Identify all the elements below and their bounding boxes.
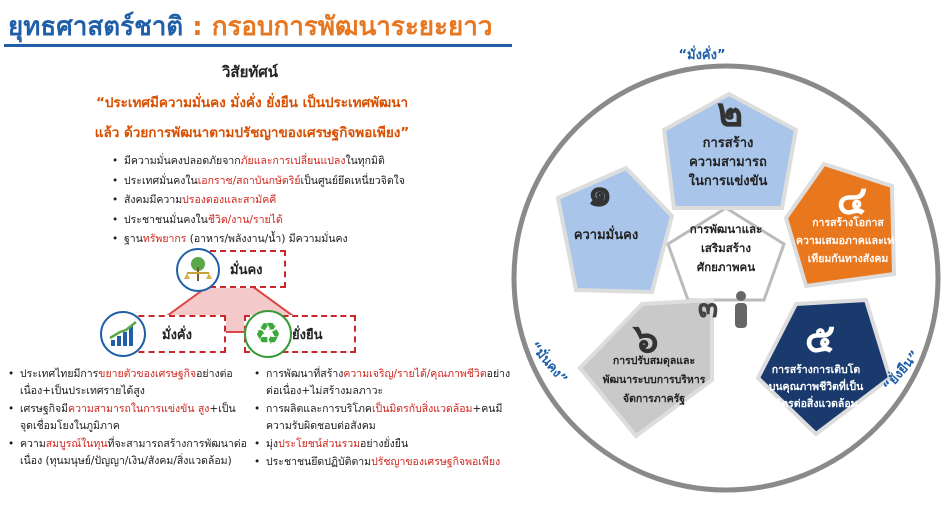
ring-label-stability: “มั่นคง”	[526, 339, 570, 387]
person-icon	[732, 290, 750, 330]
pentagon-5-number: ๕	[804, 316, 836, 362]
list-item: • ความสมบูรณ์ในทุนที่จะสามารถสร้างการพัฒนาต่อเนื่อง (ทุนมนุษย์/ปัญญา/เงิน/สังคม/สิ่งแวดล้อม)	[8, 436, 248, 470]
list-item: • เศรษฐกิจมีความสามารถในการแข่งขัน สูง+เป็นจุดเชื่อมโยงในภูมิภาค	[8, 401, 248, 435]
vision-line-2: แล้ว ด้วยการพัฒนาตามปรัชญาของเศรษฐกิจพอเพียง”	[94, 125, 410, 141]
title-main: ยุทธศาสตร์ชาติ	[8, 12, 184, 42]
stability-label: มั่นคง	[230, 262, 263, 278]
pentagon-5-text: การสร้างการเติบโต บนคุณภาพชีวิตที่เป็น มิตรต่อสิ่งแวดล้อม	[768, 364, 864, 410]
recycle-icon: ♻	[244, 310, 292, 358]
pentagon-4-number: ๔	[836, 178, 868, 224]
security-bullets	[112, 152, 472, 250]
list-item: • ประชาชนยึดปฏิบัติตามปรัชญาของเศรษฐกิจพอเพียง	[254, 454, 516, 471]
prosperity-label: มั่งคั่ง	[162, 327, 192, 343]
vision-heading: วิสัยทัศน์	[221, 63, 279, 81]
pentagon-6-text: การปรับสมดุลและ พัฒนาระบบการบริหาร จัดการภาครัฐ	[602, 355, 706, 405]
page-title	[8, 6, 492, 47]
pentagon-1-text: ความมั่นคง	[573, 228, 639, 243]
title-separator: :	[183, 12, 212, 42]
prosperity-bullets	[8, 366, 248, 471]
title-underline	[4, 44, 512, 47]
center-number: ๓	[697, 290, 719, 325]
vision-line-1: “ประเทศมีความมั่นคง มั่งคั่ง ยั่งยืน เป็นประเทศพัฒนา	[95, 95, 409, 111]
pentagon-2-text: การสร้าง ความสามารถ ในการแข่งขัน	[688, 136, 768, 189]
list-item: • ประเทศมั่นคงในเอกราช/สถาบันกษัตริย์เป็นศูนย์ยึดเหนี่ยวจิตใจ	[112, 172, 472, 192]
center-text: การพัฒนาและ เสริมสร้าง ศักยภาพคน	[689, 222, 763, 274]
vision-statement	[52, 88, 452, 148]
list-item: • มีความมั่นคงปลอดภัยจากภัยและการเปลี่ยนแปลงในทุกมิติ	[112, 152, 472, 172]
list-item: • ประชาชนมั่นคงในชีวิต/งาน/รายได้	[112, 211, 472, 231]
sustainability-label: ยั่งยืน	[292, 327, 323, 343]
scales-tree-icon	[176, 248, 220, 292]
list-item: • สังคมมีความปรองดองและสามัคคี	[112, 191, 472, 211]
list-item: • ฐานทรัพยากร (อาหาร/พลังงาน/น้ำ) มีความมั่นคง	[112, 230, 472, 250]
pentagon-6-number: ๖	[633, 316, 659, 362]
growth-chart-icon	[100, 311, 146, 357]
ring-label-prosperity: “มั่งคั่ง”	[678, 48, 726, 63]
list-item: • ประเทศไทยมีการขยายตัวของเศรษฐกิจอย่างต่อเนื่อง+เป็นประเทศรายได้สูง	[8, 366, 248, 400]
title-sub: กรอบการพัฒนาระยะยาว	[211, 12, 493, 42]
list-item: • การผลิตและการบริโภคเป็นมิตรกับสิ่งแวดล้อม+คนมีความรับผิดชอบต่อสังคม	[254, 401, 516, 435]
list-item: • การพัฒนาที่สร้างความเจริญ/รายได้/คุณภาพชีวิตอย่างต่อเนื่อง+ไม่สร้างมลภาวะ	[254, 366, 516, 400]
pentagon-2-number: ๒	[716, 90, 744, 136]
pentagon-4-text: การสร้างโอกาส ความเสมอภาคและเท่า เทียมกันทางสังคม	[795, 217, 901, 265]
list-item: • มุ่งประโยชน์ส่วนรวมอย่างยั่งยืน	[254, 436, 516, 453]
sustainability-bullets	[254, 366, 516, 472]
ring-label-sustainability: “ยั่งยืน”	[880, 348, 923, 395]
pentagon-1-number: ๑	[587, 170, 613, 216]
